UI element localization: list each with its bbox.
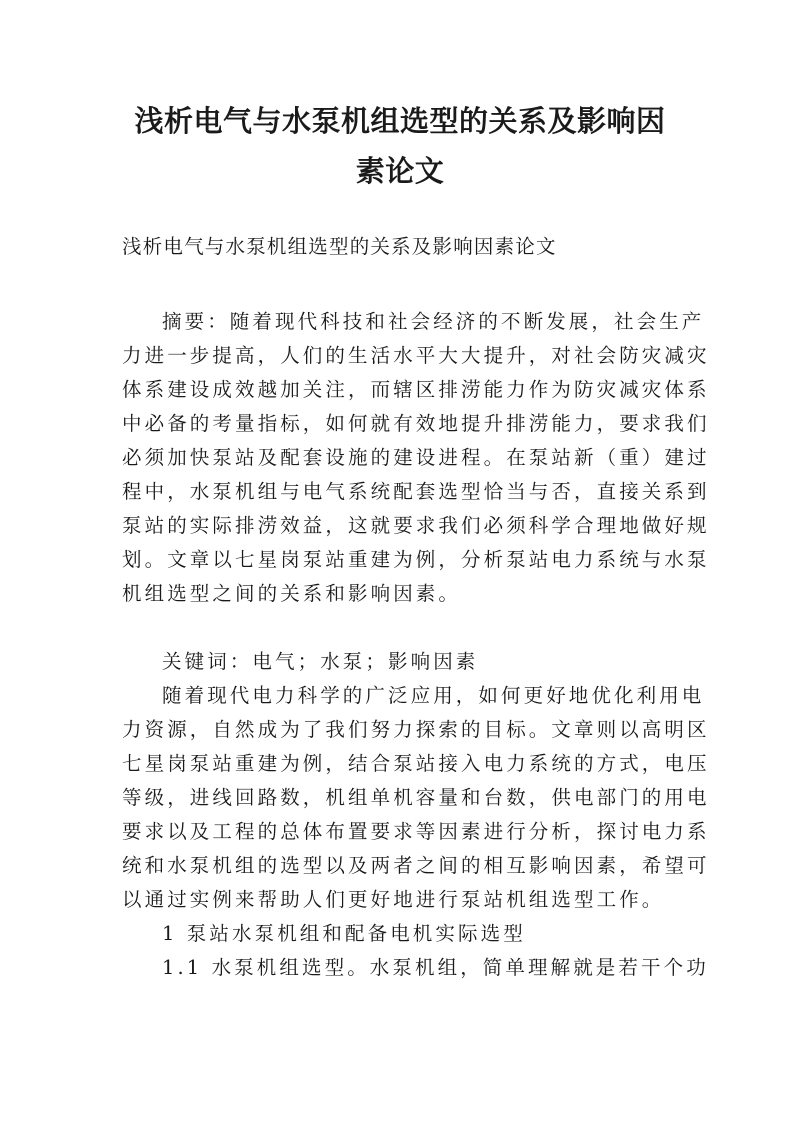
intro-line: 统和水泵机组的选型以及两者之间的相互影响因素，希望可 [122,854,710,877]
section-heading-line: 1 泵站水泵机组和配备电机实际选型 [162,922,526,945]
abstract-line: 程中，水泵机组与电气系统配套选型恰当与否，直接关系到 [122,480,710,503]
intro-line: 随着现代电力科学的广泛应用，如何更好地优化利用电 [162,684,705,707]
document-title [100,96,700,196]
abstract-line: 摘要：随着现代科技和社会经济的不断发展，社会生产 [162,310,705,333]
section-1-heading [122,917,682,951]
abstract-paragraph [122,305,710,611]
section-1-1-paragraph [122,951,709,985]
keywords-line: 关键词：电气；水泵；影响因素 [162,650,479,673]
abstract-line: 必须加快泵站及配套设施的建设进程。在泵站新（重）建过 [122,446,710,469]
document-subtitle: 浅析电气与水泵机组选型的关系及影响因素论文 [122,235,557,258]
title-line-2: 素论文 [355,154,445,188]
abstract-line: 体系建设成效越加关注，而辖区排涝能力作为防灾减灾体系 [122,378,710,401]
intro-line: 要求以及工程的总体布置要求等因素进行分析，探讨电力系 [122,820,710,843]
section-1-1-line: 1.1 水泵机组选型。水泵机组，简单理解就是若干个功 [162,956,709,979]
abstract-line: 力进一步提高，人们的生活水平大大提升，对社会防灾减灾 [122,344,710,367]
abstract-line: 中必备的考量指标，如何就有效地提升排涝能力，要求我们 [122,412,710,435]
intro-line: 七星岗泵站重建为例，结合泵站接入电力系统的方式，电压 [122,752,710,775]
intro-line: 以通过实例来帮助人们更好地进行泵站机组选型工作。 [122,888,665,911]
abstract-line: 机组选型之间的关系和影响因素。 [122,582,462,605]
intro-line: 力资源，自然成为了我们努力探索的目标。文章则以高明区 [122,718,710,741]
intro-line: 等级，进线回路数，机组单机容量和台数，供电部门的用电 [122,786,710,809]
abstract-line: 泵站的实际排涝效益，这就要求我们必须科学合理地做好规 [122,514,710,537]
abstract-line: 划。文章以七星岗泵站重建为例，分析泵站电力系统与水泵 [122,548,710,571]
keywords-paragraph [122,645,682,679]
intro-paragraph [122,679,710,917]
title-line-1: 浅析电气与水泵机组选型的关系及影响因 [134,104,666,138]
